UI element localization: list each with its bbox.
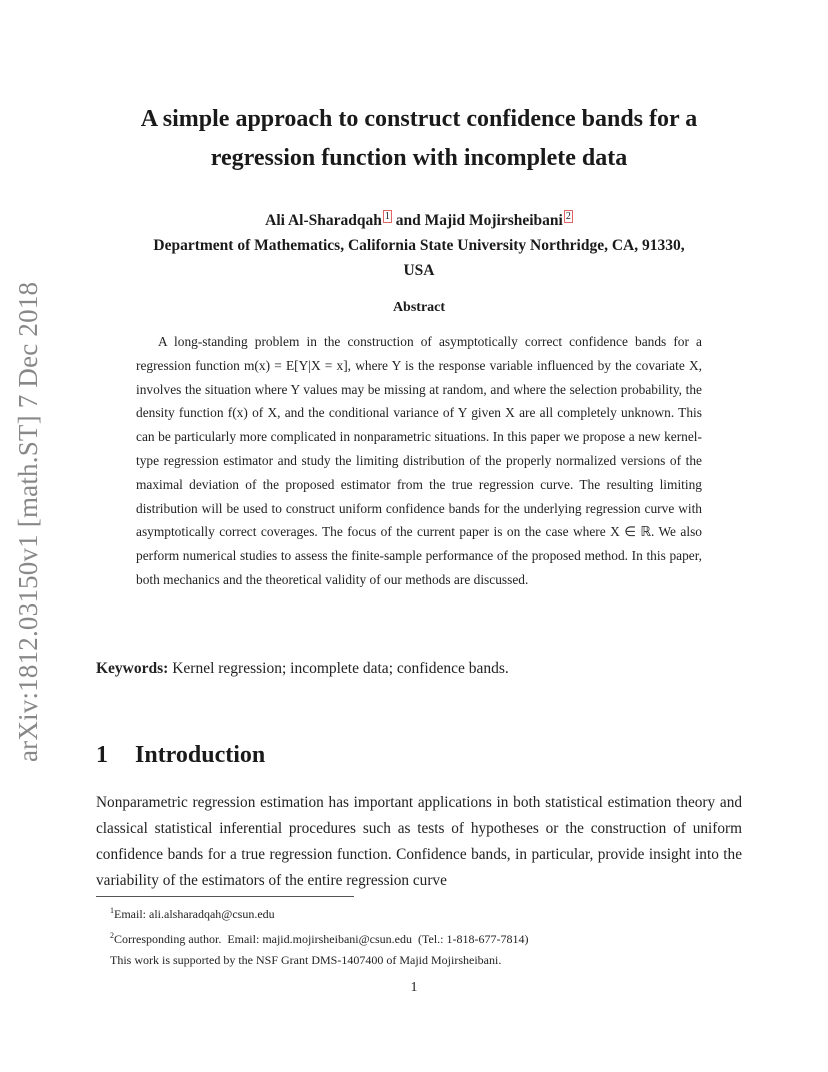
section-title: Introduction bbox=[135, 742, 266, 768]
keywords-label: Keywords: bbox=[96, 660, 169, 677]
affiliation-line-2: USA bbox=[403, 262, 435, 279]
abstract-text bbox=[136, 330, 702, 592]
page-number: 1 bbox=[410, 980, 418, 995]
author-joiner: and bbox=[391, 212, 425, 230]
footnote-link-2[interactable]: 2 bbox=[565, 211, 571, 222]
footnote-1 bbox=[110, 900, 750, 925]
footnote-divider bbox=[96, 896, 354, 897]
author-name-2: Majid Mojirsheibani bbox=[424, 212, 563, 230]
keywords-text: Kernel regression; incomplete data; confidence bands. bbox=[172, 660, 509, 677]
footnote-2-mark: 2 bbox=[110, 931, 114, 940]
title-line-1: A simple approach to construct confidence bands for a bbox=[140, 106, 698, 132]
author-name-1: Ali Al-Sharadqah bbox=[265, 212, 382, 230]
footnote-2 bbox=[110, 925, 750, 950]
introduction-paragraph: Nonparametric regression estimation has important applications in both statistical estimation theory and classical statistical inferential procedures such as tests of hypotheses or the construction of uniform confidence bands for a true regression function. Confidence bands, in particular, provide insight into the variability of the estimators of the entire regression curve bbox=[96, 794, 742, 889]
title-line-2: regression function with incomplete data bbox=[210, 145, 628, 171]
footnote-link-1[interactable]: 1 bbox=[384, 211, 390, 222]
affiliation bbox=[90, 233, 748, 283]
abstract-paragraph: A long-standing problem in the construction of asymptotically correct confidence bands for a regression function m(x) = E[Y|X = x], where Y is the response variable influenced by the covariate X, involves the situation where Y values may be missing at random, and where the selection probability, the density function f(x) of X, and the conditional variance of Y given X are all completely unknown. This can be particularly more complicated in nonparametric situations. In this paper we propose a new kernel-type regression estimator and study the limiting distribution of the properly normalized versions of the maximal deviation of the proposed estimator from the true regression curve. The resulting limiting distribution will be used to construct uniform confidence bands for the underlying regression curve with asymptotically correct coverages. The focus of the current paper is on the case where X ∈ ℝ. We also perform numerical studies to assess the finite-sample performance of the proposed method. In this paper, both mechanics and the theoretical validity of our methods are discussed. bbox=[136, 334, 702, 587]
paper-title bbox=[60, 100, 778, 178]
section-number: 1 bbox=[96, 742, 108, 768]
keywords bbox=[96, 658, 742, 680]
affiliation-line-1: Department of Mathematics, California State University Northridge, CA, 91330, bbox=[153, 237, 685, 254]
footnote-2-text: Corresponding author. Email: majid.mojirsheibani@csun.edu (Tel.: 1-818-677-7814) bbox=[114, 932, 529, 946]
abstract-heading: Abstract bbox=[392, 300, 446, 315]
footnote-1-text: Email: ali.alsharadqah@csun.edu bbox=[114, 907, 275, 921]
section-heading-introduction bbox=[96, 742, 265, 769]
arxiv-identifier-stamp: arXiv:1812.03150v1 [math.ST] 7 Dec 2018 bbox=[13, 281, 43, 762]
author-line bbox=[60, 207, 778, 231]
footnotes bbox=[110, 900, 750, 971]
footnote-1-mark: 1 bbox=[110, 906, 114, 915]
footnote-3: This work is supported by the NSF Grant DMS-1407400 of Majid Mojirsheibani. bbox=[110, 953, 502, 967]
